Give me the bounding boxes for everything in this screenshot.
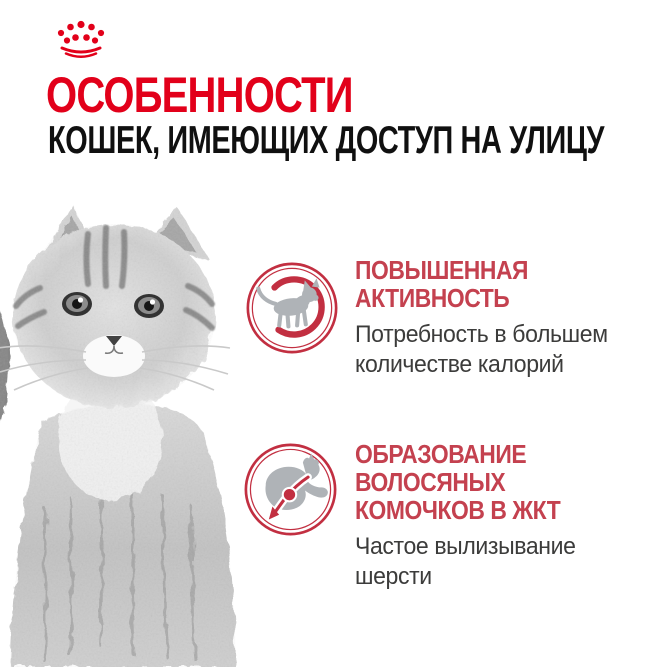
feature-description-line: шерсти <box>355 563 432 590</box>
feature-description <box>355 532 579 592</box>
feature-title-line: ОБРАЗОВАНИЕ <box>355 439 527 469</box>
hairball-grooming-cat-icon <box>243 442 338 537</box>
page-subtitle: КОШЕК, ИМЕЮЩИХ ДОСТУП НА УЛИЦУ <box>48 119 605 162</box>
feature-activity-text <box>355 256 618 380</box>
feature-title-line: КОМОЧКОВ В ЖКТ <box>355 495 561 525</box>
feature-hairball-text <box>355 440 588 592</box>
page-title: ОСОБЕННОСТИ <box>46 67 353 123</box>
feature-title <box>355 256 587 312</box>
active-cat-icon <box>245 261 339 355</box>
feature-description <box>355 320 608 380</box>
hairball-dot <box>283 488 296 501</box>
feature-title <box>355 440 560 524</box>
feature-title-line: АКТИВНОСТЬ <box>355 283 510 313</box>
feature-description-line: Частое вылизывание <box>355 533 576 560</box>
feature-description-line: Потребность в большем <box>355 321 608 348</box>
feature-title-line: ВОЛОСЯНЫХ <box>355 467 506 497</box>
royal-canin-crown-icon <box>51 18 111 64</box>
feature-title-line: ПОВЫШЕННАЯ <box>355 255 529 285</box>
feature-description-line: количестве калорий <box>355 351 564 378</box>
